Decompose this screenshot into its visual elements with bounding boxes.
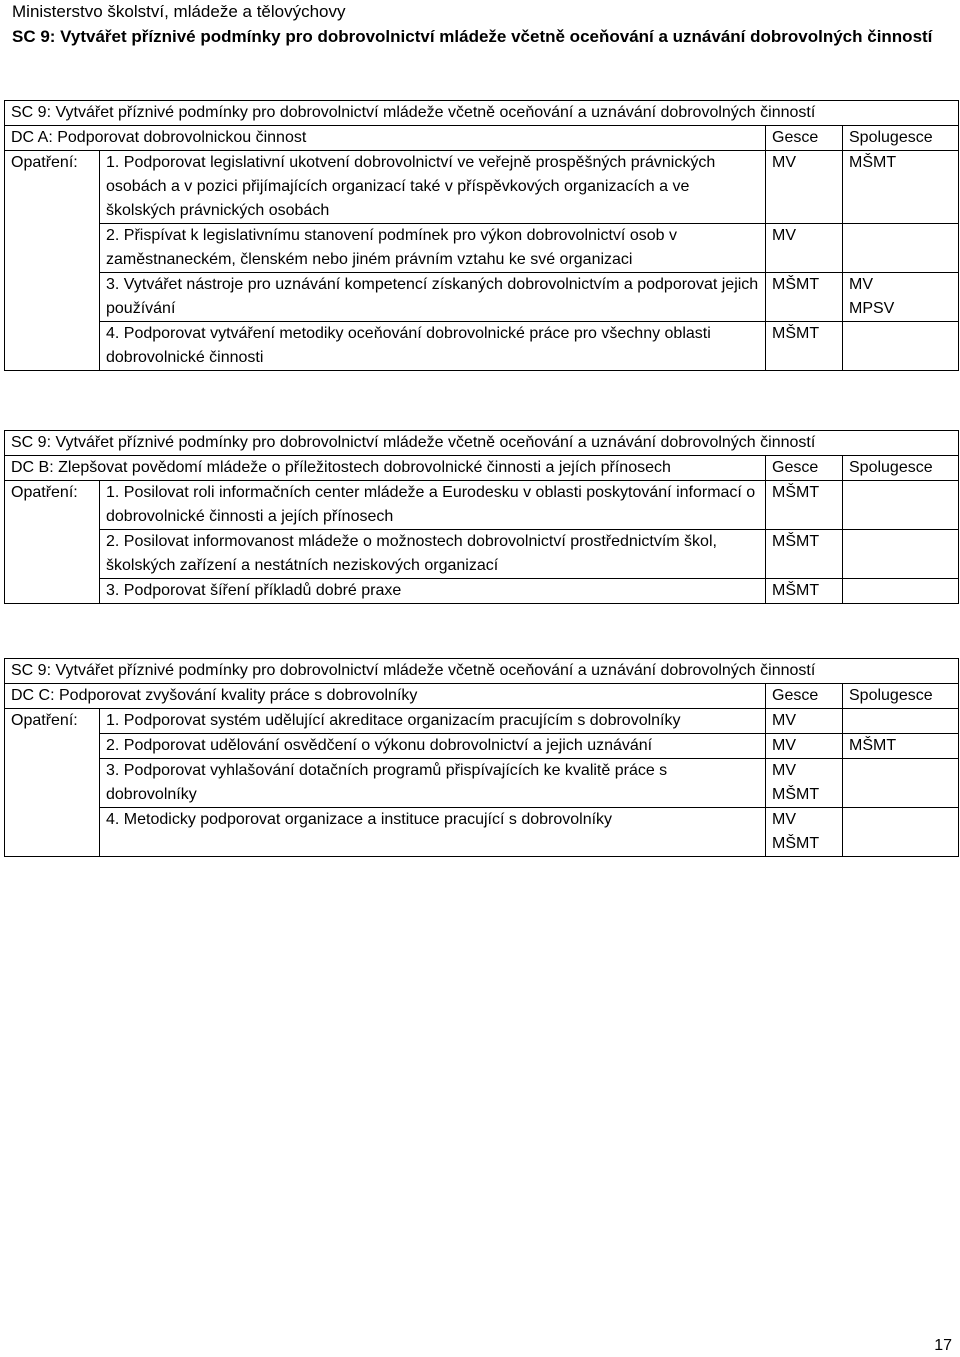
measure-spolugesce	[843, 530, 959, 579]
dc-heading: DC A: Podporovat dobrovolnickou činnost	[5, 126, 766, 151]
table-row	[5, 224, 959, 273]
table-row	[5, 273, 959, 322]
spolugesce-header: Spolugesce	[843, 126, 959, 151]
measure-text: 1. Podporovat systém udělující akreditace organizacím pracujícím s dobrovolníky	[100, 709, 766, 734]
page-number: 17	[934, 1337, 952, 1354]
table-row	[5, 530, 959, 579]
table-row	[5, 322, 959, 371]
measure-gesce: MŠMT	[766, 530, 843, 579]
measure-gesce: MV	[766, 734, 843, 759]
dc-heading: DC C: Podporovat zvyšování kvality práce s dobrovolníky	[5, 684, 766, 709]
gesce-header: Gesce	[766, 456, 843, 481]
ministry-name: Ministerstvo školství, mládeže a tělovýchovy	[12, 2, 346, 21]
measure-text: 4. Metodicky podporovat organizace a instituce pracující s dobrovolníky	[100, 808, 766, 857]
measure-gesce: MŠMT	[766, 579, 843, 604]
gesce-header: Gesce	[766, 684, 843, 709]
measure-text: 1. Podporovat legislativní ukotvení dobrovolnictví ve veřejně prospěšných právnických osobách a v pozici přijímajících organizací také v příspěvkových organizacích a ve školských právnických osobách	[100, 151, 766, 224]
dc-heading: DC B: Zlepšovat povědomí mládeže o příležitostech dobrovolnické činnosti a jejích přínosech	[5, 456, 766, 481]
sc-heading: SC 9: Vytvářet příznivé podmínky pro dobrovolnictví mládeže včetně oceňování a uznávání dobrovolných činností	[5, 431, 959, 456]
measure-text: 3. Podporovat šíření příkladů dobré praxe	[100, 579, 766, 604]
measure-spolugesce: MV MPSV	[843, 273, 959, 322]
measure-gesce: MV	[766, 151, 843, 224]
measure-gesce: MV MŠMT	[766, 808, 843, 857]
table-row	[5, 759, 959, 808]
goal-table-c	[4, 658, 959, 857]
table-row	[5, 808, 959, 857]
sc-heading: SC 9: Vytvářet příznivé podmínky pro dobrovolnictví mládeže včetně oceňování a uznávání dobrovolných činností	[5, 659, 959, 684]
measure-text: 2. Podporovat udělování osvědčení o výkonu dobrovolnictví a jejich uznávání	[100, 734, 766, 759]
goal-table-b	[4, 430, 959, 604]
sc-heading: SC 9: Vytvářet příznivé podmínky pro dobrovolnictví mládeže včetně oceňování a uznávání dobrovolných činností	[5, 101, 959, 126]
opatreni-label: Opatření:	[5, 709, 100, 857]
measure-gesce: MŠMT	[766, 322, 843, 371]
measure-gesce: MŠMT	[766, 481, 843, 530]
measure-text: 3. Podporovat vyhlašování dotačních programů přispívajících ke kvalitě práce s dobrovolníky	[100, 759, 766, 808]
gesce-header: Gesce	[766, 126, 843, 151]
measure-gesce: MV	[766, 224, 843, 273]
measure-gesce: MV	[766, 709, 843, 734]
spolugesce-header: Spolugesce	[843, 456, 959, 481]
measure-spolugesce: MŠMT	[843, 734, 959, 759]
measure-spolugesce	[843, 579, 959, 604]
measure-spolugesce	[843, 709, 959, 734]
measure-spolugesce	[843, 224, 959, 273]
table-row	[5, 579, 959, 604]
measure-spolugesce	[843, 481, 959, 530]
measure-text: 4. Podporovat vytváření metodiky oceňování dobrovolnické práce pro všechny oblasti dobrovolnické činnosti	[100, 322, 766, 371]
measure-text: 3. Vytvářet nástroje pro uznávání kompetencí získaných dobrovolnictvím a podporovat jejich používání	[100, 273, 766, 322]
measure-spolugesce	[843, 759, 959, 808]
measure-spolugesce	[843, 808, 959, 857]
opatreni-label: Opatření:	[5, 151, 100, 371]
table-row	[5, 734, 959, 759]
goal-table-a	[4, 100, 959, 371]
spolugesce-header: Spolugesce	[843, 684, 959, 709]
document-title: SC 9: Vytvářet příznivé podmínky pro dobrovolnictví mládeže včetně oceňování a uznávání dobrovolných činností	[12, 27, 933, 46]
measure-text: 1. Posilovat roli informačních center mládeže a Eurodesku v oblasti poskytování informací o dobrovolnické činnosti a jejích přínosech	[100, 481, 766, 530]
measure-gesce: MV MŠMT	[766, 759, 843, 808]
measure-spolugesce	[843, 322, 959, 371]
table-row	[5, 709, 959, 734]
measure-text: 2. Přispívat k legislativnímu stanovení podmínek pro výkon dobrovolnictví osob v zaměstnaneckém, členském nebo jiném právním vztahu ke své organizaci	[100, 224, 766, 273]
measure-text: 2. Posilovat informovanost mládeže o možnostech dobrovolnictví prostřednictvím škol, školských zařízení a nestátních neziskových organizací	[100, 530, 766, 579]
table-row	[5, 481, 959, 530]
table-row	[5, 151, 959, 224]
measure-gesce: MŠMT	[766, 273, 843, 322]
opatreni-label: Opatření:	[5, 481, 100, 604]
measure-spolugesce: MŠMT	[843, 151, 959, 224]
